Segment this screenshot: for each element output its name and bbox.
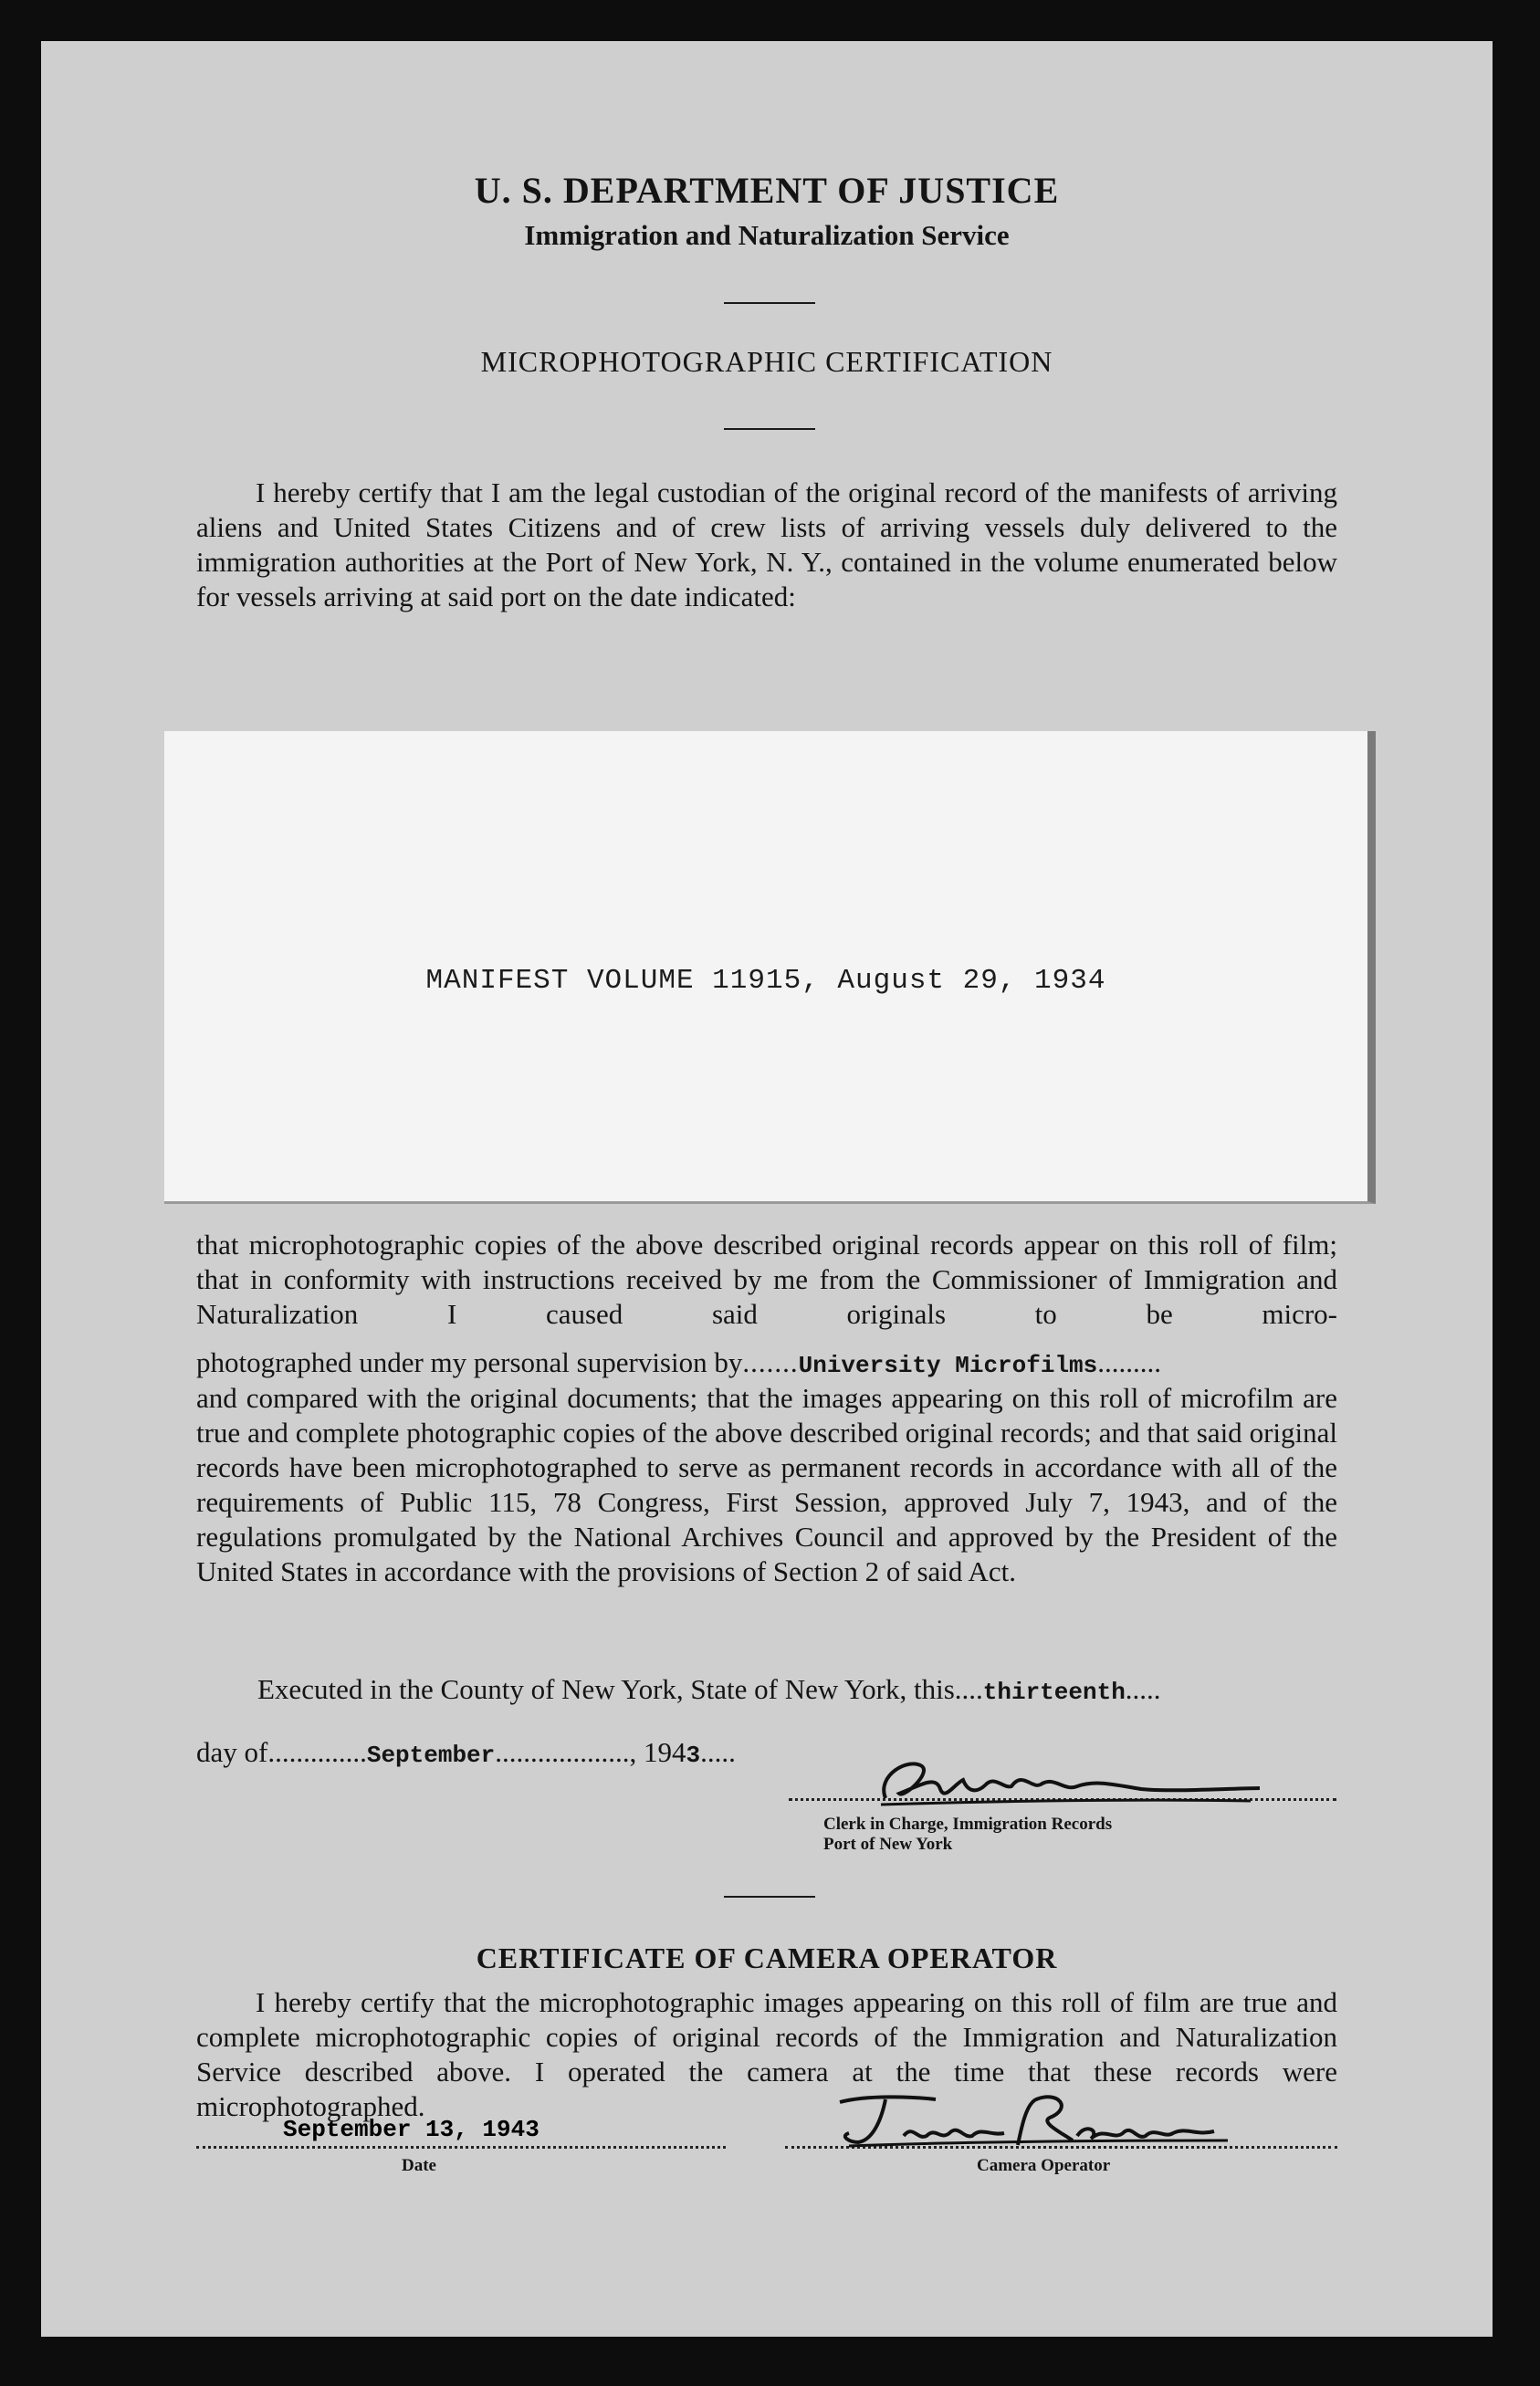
clerk-title-line1: Clerk in Charge, Immigration Records <box>823 1815 1113 1834</box>
dot-leader: ..................., <box>495 1736 637 1768</box>
clerk-title-line2: Port of New York <box>823 1835 953 1854</box>
execution-day: thirteenth <box>982 1679 1126 1706</box>
year-prefix: 194 <box>644 1736 686 1768</box>
certification-body-part1: that microphotographic copies of the above described original records appear on this roll of film; that in conformity with instructions received by me from the Commissioner of Immigration and Naturalization I caused said originals to be micro- <box>196 1229 1337 1330</box>
camera-operator-label: Camera Operator <box>977 2156 1111 2175</box>
dot-leader: .............. <box>267 1736 367 1768</box>
date-label: Date <box>402 2156 436 2175</box>
divider-rule <box>724 1896 815 1898</box>
certification-intro: I hereby certify that I am the legal custodian of the original record of the manifests of arriving aliens and United States Citizens and of crew lists of arriving vessels duly delivered to the immigration authorities at the Port of New York, N. Y., contained in the volume enumerated below for vessels arriving at said port on the date indicated: <box>196 476 1337 612</box>
photographed-by-line <box>196 1346 1161 1379</box>
dot-leader: ......... <box>1097 1346 1162 1378</box>
clerk-title <box>823 1815 1112 1855</box>
clerk-signature <box>867 1748 1287 1821</box>
service-subtitle: Immigration and Naturalization Service <box>524 219 1010 251</box>
dot-leader: .... <box>954 1673 983 1705</box>
manifest-card <box>164 731 1376 1204</box>
certification-title: MICROPHOTOGRAPHIC CERTIFICATION <box>480 345 1053 378</box>
divider-rule <box>724 302 815 304</box>
certificate-sheet <box>41 41 1493 2337</box>
photographed-prefix: photographed under my personal supervision by <box>196 1346 743 1378</box>
photographer-name: University Microfilms <box>798 1352 1098 1379</box>
divider-rule <box>724 428 815 430</box>
executed-prefix: Executed in the County of New York, State of New York, this <box>257 1673 955 1705</box>
day-of-prefix: day of <box>196 1736 268 1768</box>
manifest-volume-label: MANIFEST VOLUME 11915, August 29, 1934 <box>425 965 1106 997</box>
operator-date: September 13, 1943 <box>283 2116 540 2143</box>
date-line <box>196 2146 726 2149</box>
operator-signature <box>812 2086 1251 2159</box>
camera-operator-title: CERTIFICATE OF CAMERA OPERATOR <box>476 1941 1058 1974</box>
camera-operator-statement: I hereby certify that the microphotographic images appearing on this roll of film are true and complete microphotographic copies of original records of the Immigration and Naturalization Service described above. I operated the camera at the time that these records were microphotographed. <box>196 1986 1337 2122</box>
executed-line <box>257 1673 1161 1706</box>
department-title: U. S. DEPARTMENT OF JUSTICE <box>474 170 1060 211</box>
year-suffix: 3 <box>686 1742 701 1769</box>
execution-month: September <box>366 1742 496 1769</box>
certification-body-part2: and compared with the original documents; that the images appearing on this roll of microfilm are true and complete photographic copies of the above described original records; and that said original records have been microphotographed to serve as permanent records in accordance with all of the requirements of Public 115, 78 Congress, First Session, approved July 7, 1943, and of the regulations promulgated by the National Archives Council and approved by the President of the United States in accordance with the provisions of Section 2 of said Act. <box>196 1382 1337 1587</box>
dot-leader: ..... <box>700 1736 736 1768</box>
dot-leader: ..... <box>1125 1673 1161 1705</box>
dot-leader: ....... <box>742 1346 799 1378</box>
day-of-line <box>196 1736 736 1769</box>
